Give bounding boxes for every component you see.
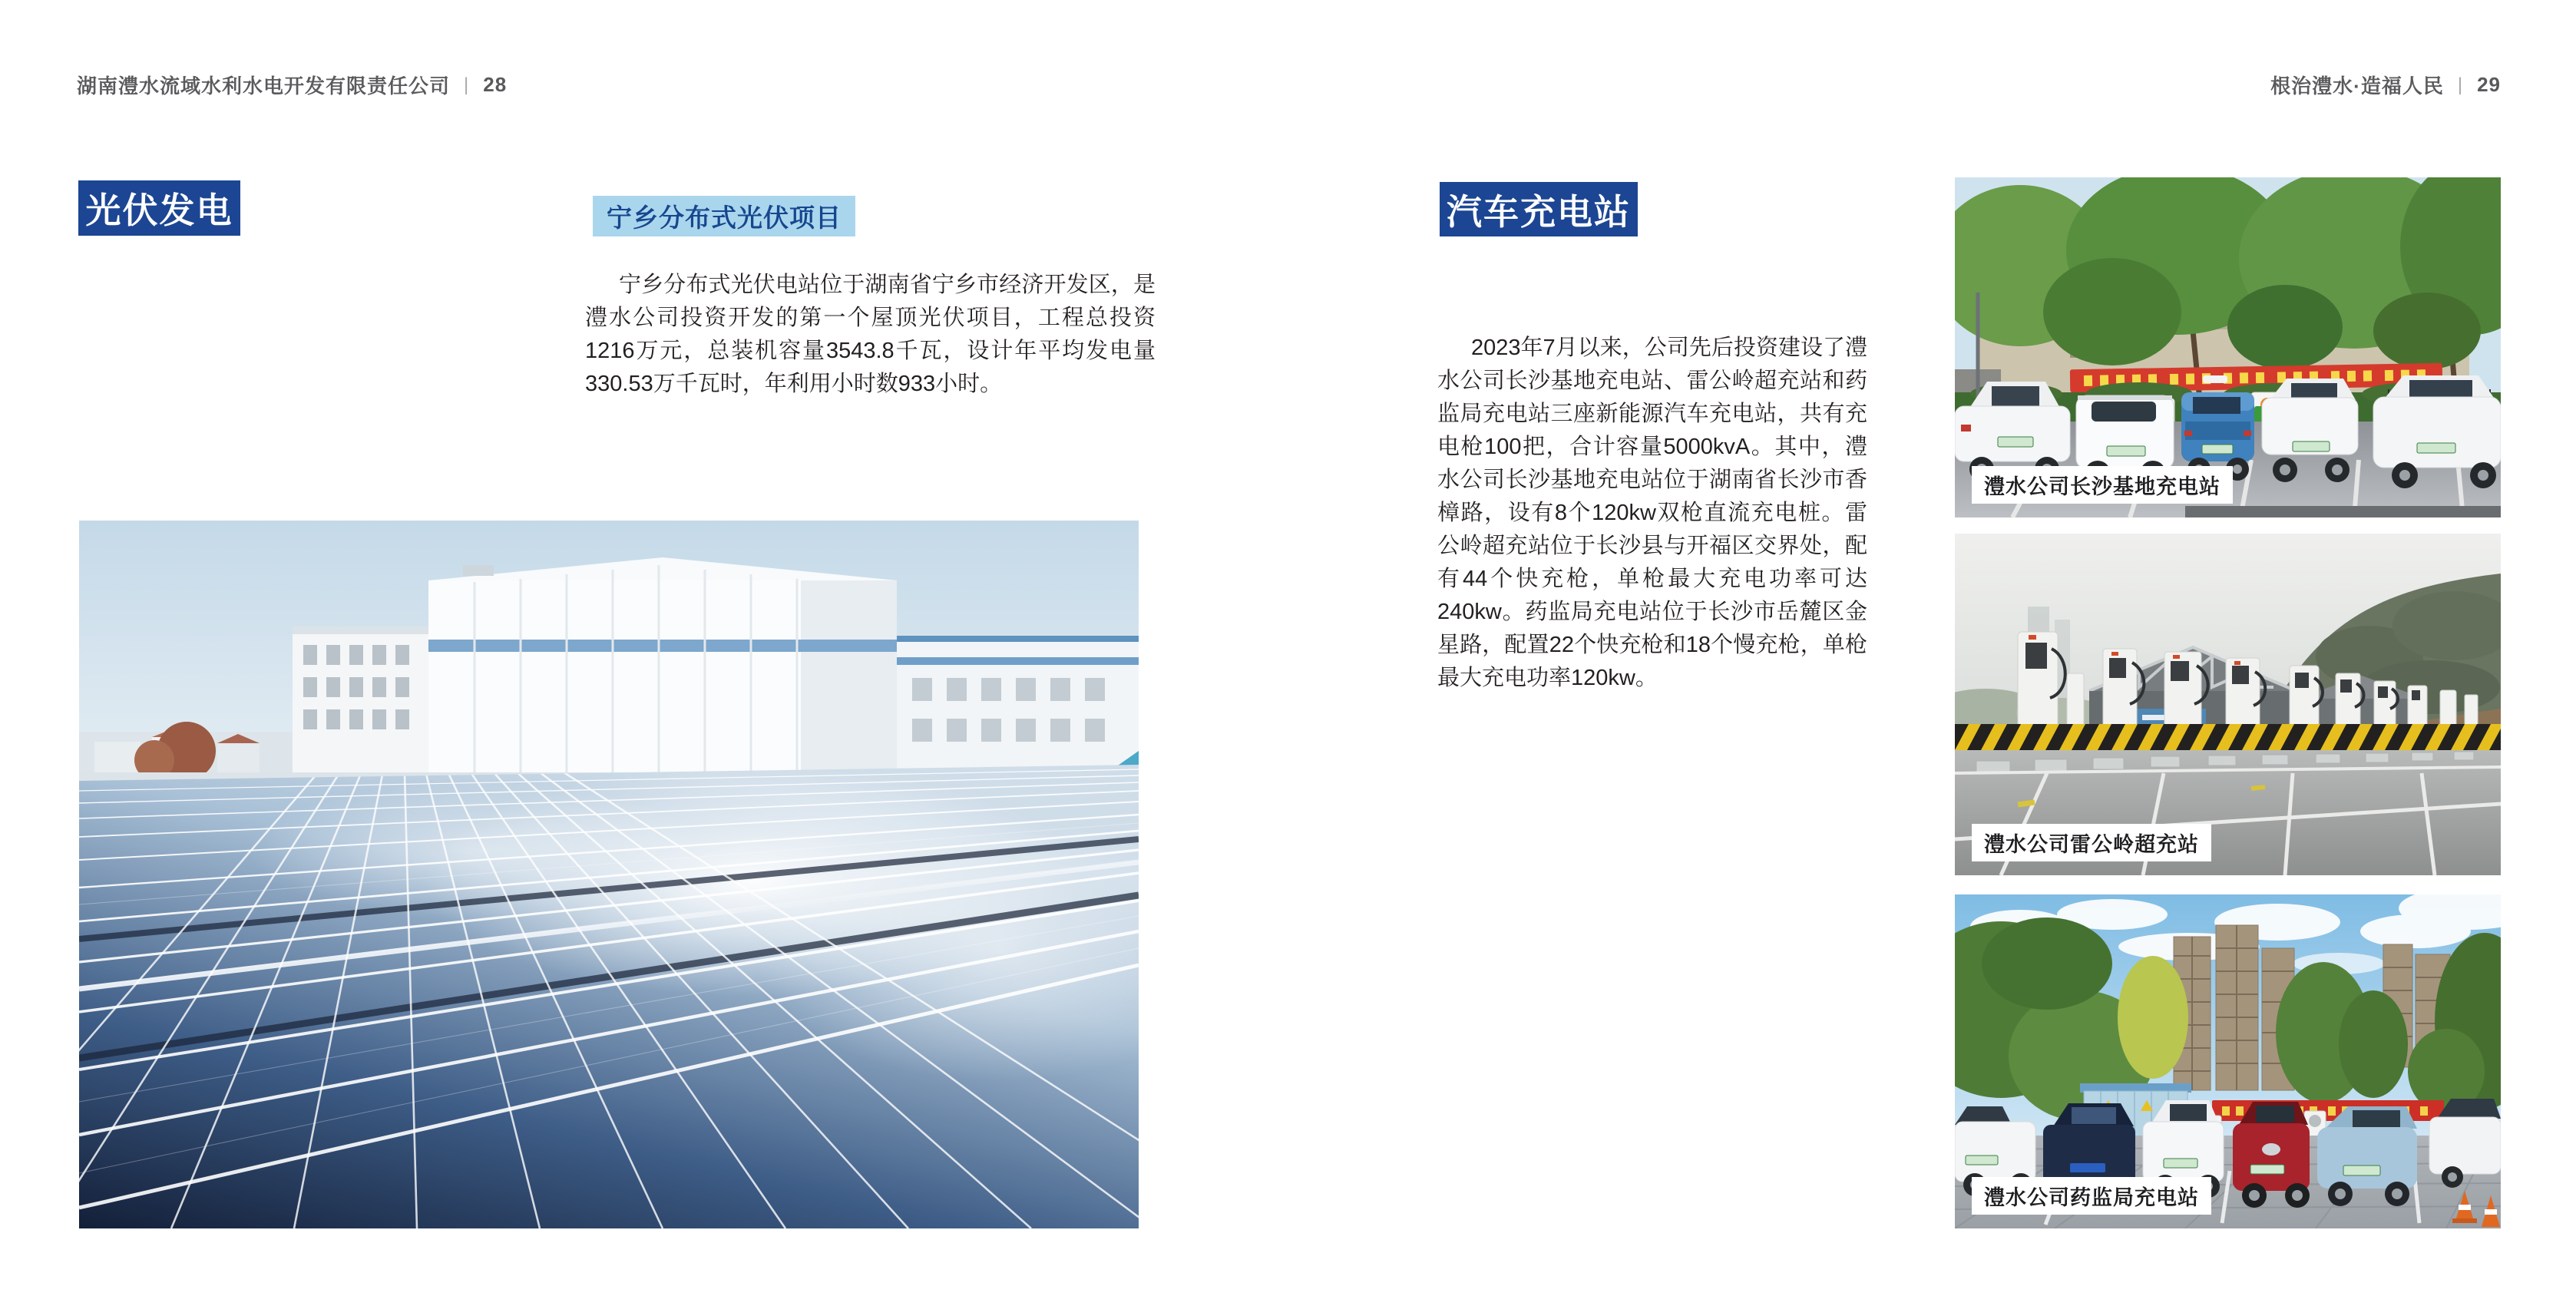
yaojianju-station-photo	[1955, 894, 2501, 1228]
section-title-solar: 光伏发电	[78, 180, 240, 236]
header-separator: |	[464, 74, 470, 95]
photo-caption: 澧水公司长沙基地充电站	[1972, 466, 2233, 504]
solar-photo-scene	[79, 521, 1139, 1228]
leigongling-station-photo	[1955, 534, 2501, 875]
company-name: 湖南澧水流域水利水电开发有限责任公司	[77, 74, 451, 98]
solar-paragraph: 宁乡分布式光伏电站位于湖南省宁乡市经济开发区，是澧水公司投资开发的第一个屋顶光伏项目，工程总投资1216万元，总装机容量3543.8千瓦，设计年平均发电量330.53万千瓦时，年利用小时数933小时。	[585, 273, 1156, 396]
warehouse	[428, 557, 897, 776]
changsha-base-station-photo	[1955, 177, 2501, 517]
page-number-right: 29	[2477, 73, 2501, 96]
photo-caption: 澧水公司药监局充电站	[1972, 1177, 2211, 1215]
photo-caption: 澧水公司雷公岭超充站	[1972, 824, 2211, 861]
chevron-barrier	[1955, 724, 2501, 750]
header-left	[77, 71, 507, 99]
page-number-left: 28	[483, 73, 508, 96]
left-building	[293, 627, 431, 776]
project-title-ningxiang: 宁乡分布式光伏项目	[593, 196, 855, 236]
yellow-tree	[2118, 956, 2188, 1079]
header-right	[2270, 71, 2501, 99]
slogan: 根治澧水·造福人民	[2270, 74, 2444, 98]
drain-grate	[2185, 506, 2501, 517]
charging-paragraph: 2023年7月以来，公司先后投资建设了澧水公司长沙基地充电站、雷公岭超充站和药监局充电站三座新能源汽车充电站，共有充电枪100把，合计容量5000kvA。其中，澧水公司长沙基地充电站位于湖南省长沙市香樟路，设有8个120kw双枪直流充电桩。雷公岭超充站位于长沙县与开福区交界处，配有44个快充枪，单枪最大充电功率可达240kw。药监局充电站位于长沙市岳麓区金星路，配置22个快充枪和18个慢充枪，单枪最大充电功率120kw。	[1437, 336, 1867, 690]
header-separator: |	[2457, 74, 2464, 95]
solar-panel-photo	[79, 521, 1139, 1228]
section-title-charging: 汽车充电站	[1440, 182, 1638, 236]
blue-stripe	[428, 640, 897, 652]
